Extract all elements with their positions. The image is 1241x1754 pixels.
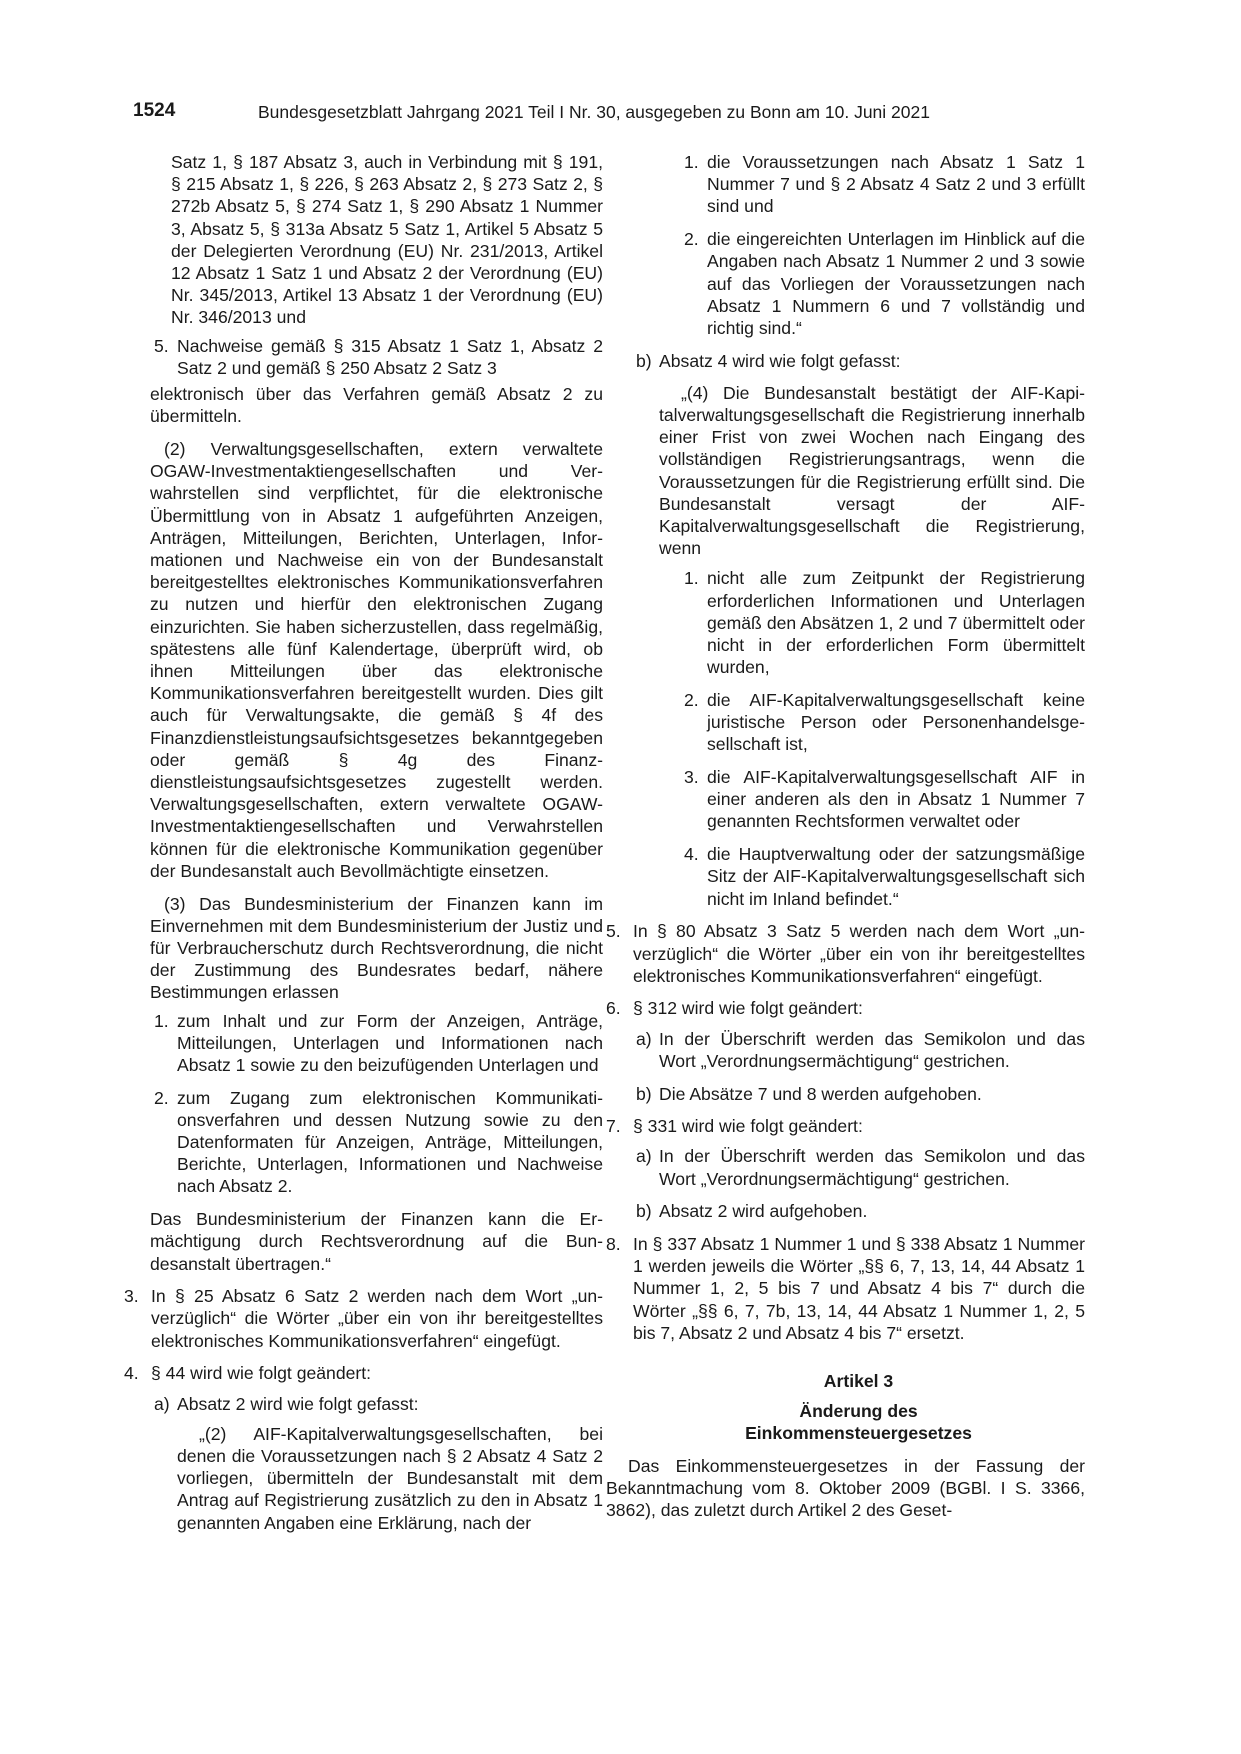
list-item-text: zum Zugang zum elektronischen Kommunikationsverfahren und dessen Nutzung sowie zu den Datenformaten für Anzeigen, Anträge, Mitteilungen, Berichte, Unterlagen, Informationen und Nachweise nach Absatz 2. (177, 1087, 603, 1197)
list-item-text: zum Inhalt und zur Form der Anzeigen, Anträge, Mitteilungen, Unterlagen und Informationen nach Absatz 1 sowie zu den beizufügenden Unterlagen und (177, 1010, 603, 1075)
page-number: 1524 (133, 100, 176, 121)
amendment-item-5 (606, 920, 1085, 987)
list-item-text: In der Überschrift werden das Semikolon und das Wort „Verordnungsermächtigung“ gestrichen. (659, 1146, 1085, 1189)
paragraph-3-item-2 (150, 1087, 603, 1198)
list-item-text: Absatz 2 wird wie folgt gefasst: (177, 1393, 419, 1414)
list-item-text: § 331 wird wie folgt geändert: (633, 1116, 863, 1137)
list-item-text: nicht alle zum Zeitpunkt der Registrierung erforderlichen Informationen und Unterlagen gemäß den Absätzen 1, 2 und 7 übermittelt oder nicht in der erforderlichen Form übermittelt wurden, (707, 568, 1085, 678)
list-item-text: die eingereichten Unterlagen im Hinblick auf die Angaben nach Absatz 1 Nummer 2 und 3 sowie auf das Vorliegen der Voraussetzungen nach Absatz 1 Nummern 6 und 7 vollständig und richtig sind.“ (707, 229, 1085, 338)
list-item-text: Nachweise gemäß § 315 Absatz 1 Satz 1, Absatz 2 Satz 2 und gemäß § 250 Absatz 2 Satz 3 (177, 335, 603, 378)
list-marker: a) (636, 1028, 652, 1049)
list-closing-text: elektronisch über das Verfahren gemäß Absatz 2 zu übermitteln. (150, 384, 603, 427)
paragraph-3: (3) Das Bundesministerium der Finanzen kann im Einvernehmen mit dem Bundesministerium der Justiz und für Verbraucherschutz durch Rechtsverordnung, die nicht der Zustimmung des Bundesrates bedarf, nähere Bestimmungen erlassen (150, 893, 603, 1003)
article-title-line-1: Änderung des (799, 1401, 918, 1422)
list-item-text: die Hauptverwaltung oder der satzungsmäßige Sitz der AIF-Kapitalverwaltungsgesellschaft sich nicht im Inland befindet.“ (707, 844, 1085, 909)
list-marker: 2. (684, 689, 699, 710)
list-item-5 (150, 335, 603, 379)
list-marker: a) (636, 1146, 652, 1167)
amendment-item-4b-quote: „(4) Die Bundesanstalt bestätigt der AIF-Kapitalverwaltungsgesellschaft die Registrierung innerhalb einer Frist von zwei Wochen nach Eingang des vollständigen Registrierungsantrags, wenn die Voraussetzungen für die Registrierung erfüllt sind. Die Bundesanstalt versagt der AIF-Kapitalverwaltungsgesellschaft die Registrierung, wenn (659, 382, 1085, 559)
amendment-item-7b (632, 1200, 1085, 1222)
list-item-text: In § 25 Absatz 6 Satz 2 werden nach dem Wort „unverzüglich“ die Wörter „über ein von ihr bereitgestelltes elektronisches Kommunikationsverfahren“ eingefügt. (151, 1286, 603, 1351)
quote-item-1 (680, 151, 1085, 218)
list-marker: 2. (684, 229, 699, 250)
amendment-item-7 (606, 1115, 1085, 1137)
list-item-text: In der Überschrift werden das Semikolon und das Wort „Verordnungsermächtigung“ gestrichen. (659, 1028, 1085, 1071)
list-item-text: Die Absätze 7 und 8 werden aufgehoben. (659, 1083, 982, 1104)
amendment-item-4a-quote: „(2) AIF-Kapitalverwaltungsgesellschaften, bei denen die Voraussetzungen nach § 2 Absatz 4 Satz 2 vorliegen, übermitteln der Bundesanstalt mit dem Antrag auf Registrierung zusätzlich zu den in Absatz 1 genannten Angaben eine Erklärung, nach der (177, 1423, 603, 1533)
list-marker: 3. (684, 767, 699, 788)
list-marker: 1. (684, 152, 699, 172)
amendment-item-6 (606, 997, 1085, 1019)
quote-item-2 (680, 228, 1085, 339)
list-marker: b) (636, 1083, 652, 1104)
left-column (124, 151, 603, 1534)
list-marker: 1. (154, 1010, 169, 1031)
list-item-text: § 44 wird wie folgt geändert: (151, 1363, 372, 1384)
list-marker: 5. (154, 335, 169, 356)
amendment-item-6a (632, 1028, 1085, 1072)
amendment-item-3 (124, 1285, 603, 1352)
article-title-line-2: Einkommensteuergesetzes (745, 1423, 972, 1444)
refusal-item-2 (680, 689, 1085, 756)
list-item-text: § 312 wird wie folgt geändert: (633, 998, 863, 1019)
refusal-item-1 (680, 567, 1085, 678)
list-item-text: Absatz 2 wird aufgehoben. (659, 1201, 868, 1222)
amendment-item-4b (632, 350, 1085, 372)
list-marker: 8. (606, 1234, 621, 1255)
list-marker: 4. (124, 1363, 139, 1384)
item-4-continuation: Satz 1, § 187 Absatz 3, auch in Verbindung mit § 191, § 215 Absatz 1, § 226, § 263 Absatz 2, § 273 Satz 2, § 272b Absatz 5, § 274 Satz 1, § 290 Absatz 1 Nummer 3, Absatz 5, § 313a Absatz 5 Satz 1, Artikel 5 Absatz 5 der Delegierten Verordnung (EU) Nr. 231/2013, Artikel 12 Absatz 1 Satz 1 und Absatz 2 der Verordnung (EU) Nr. 345/2013, Artikel 13 Absatz 1 der Verordnung (EU) Nr. 346/2013 und (171, 152, 603, 328)
list-marker: 3. (124, 1286, 139, 1307)
list-item-text: In § 337 Absatz 1 Nummer 1 und § 338 Absatz 1 Nummer 1 werden jeweils die Wörter „§§ 6, 7, 13, 14, 44 Absatz 1 Nummer 1, 2, 5 bis 7 und Absatz 4 bis 7“ durch die Wörter „§§ 6, 7, 7b, 13, 14, 44 Absatz 1 Nummer 1, 2, 5 bis 7, Absatz 2 und Absatz 4 bis 7“ ersetzt. (633, 1234, 1085, 1343)
amendment-item-7a (632, 1145, 1085, 1189)
amendment-item-4 (124, 1362, 603, 1384)
list-marker: 6. (606, 998, 621, 1019)
refusal-item-4 (680, 843, 1085, 910)
amendment-item-8 (606, 1233, 1085, 1344)
list-marker: 2. (154, 1087, 169, 1108)
list-marker: 1. (684, 568, 699, 589)
amendment-item-6b (632, 1083, 1085, 1105)
list-item-text: die AIF-Kapitalverwaltungsgesellschaft AIF in einer anderen als den in Absatz 1 Nummer 7 genannten Rechtsformen verwaltet oder (707, 767, 1085, 832)
running-head: Bundesgesetzblatt Jahrgang 2021 Teil I Nr. 30, ausgegeben zu Bonn am 10. Juni 2021 (258, 102, 930, 122)
paragraph-3-closing: Das Bundesministerium der Finanzen kann die Ermächtigung durch Rechtsverordnung auf die Bundesanstalt übertragen.“ (150, 1209, 603, 1274)
list-marker: b) (636, 1201, 652, 1222)
list-marker: 5. (606, 921, 621, 942)
right-column (606, 151, 1085, 1521)
list-marker: a) (154, 1393, 170, 1414)
list-marker: 7. (606, 1116, 621, 1137)
refusal-item-3 (680, 766, 1085, 833)
paragraph-3-item-1 (150, 1010, 603, 1077)
paragraph-2: (2) Verwaltungsgesellschaften, extern verwaltete OGAW-Investmentaktiengesellschaften und Verwahrstellen sind verpflichtet, für die elektronische Übermittlung von in Absatz 1 aufgeführten Anzeigen, Anträgen, Mitteilungen, Berichten, Unterlagen, Informationen und Nachweise ein von der Bundesanstalt bereitgestelltes elektronisches Kommunikationsverfahren zu nutzen und hierfür den elektronischen Zugang einzurichten. Sie haben sicherzustellen, dass regelmäßig, spätestens alle fünf Kalendertage, überprüft wird, ob ihnen Mitteilungen über das elektronische Kommunikationsverfahren bereitgestellt wurden. Dies gilt auch für Verwaltungsakte, die gemäß § 4f des Finanzdienstleistungsaufsichtsgesetzes bekanntgegeben oder gemäß § 4g des Finanzdienstleistungsaufsichtsgesetzes zugestellt werden. Verwaltungsgesellschaften, extern verwaltete OGAW-Investmentaktiengesellschaften und Verwahrstellen können für die elektronische Kommunikation gegenüber der Bundesanstalt auch Bevollmächtigte einsetzen. (150, 438, 603, 881)
list-item-text: die Voraussetzungen nach Absatz 1 Satz 1 Nummer 7 und § 2 Absatz 4 Satz 2 und 3 erfüllt sind und (707, 152, 1085, 217)
article-heading: Artikel 3 (823, 1371, 894, 1392)
list-marker: b) (636, 350, 652, 371)
article-body: Das Einkommensteuergesetzes in der Fassung der Bekanntmachung vom 8. Oktober 2009 (BGBl. I S. 3366, 3862), das zuletzt durch Artikel 2 des Geset- (606, 1455, 1085, 1521)
list-item-text: Absatz 4 wird wie folgt gefasst: (659, 350, 901, 371)
list-marker: 4. (684, 844, 699, 865)
list-item-text: In § 80 Absatz 3 Satz 5 werden nach dem Wort „unverzüglich“ die Wörter „über ein von ihr bereitgestelltes elektronisches Kommunikationsverfahren“ eingefügt. (633, 921, 1085, 986)
list-item-text: die AIF-Kapitalverwaltungsgesellschaft keine juristische Person oder Personenhandelsgesellschaft ist, (707, 689, 1085, 755)
amendment-item-4a (150, 1393, 603, 1415)
